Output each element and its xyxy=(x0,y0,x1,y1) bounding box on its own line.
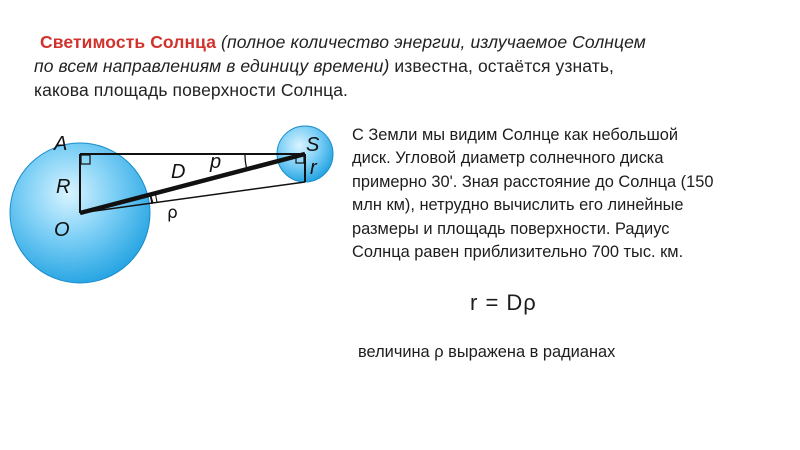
explanation-line-3: примерно 30'. Зная расстояние до Солнца (150 xyxy=(352,172,714,191)
label-D: D xyxy=(171,161,186,183)
label-S: S xyxy=(306,134,320,156)
intro-definition-1: (полное количество энергии, излучаемое Солнцем xyxy=(221,32,646,52)
intro-line-3: какова площадь поверхности Солнца. xyxy=(34,80,348,100)
intro-definition-2: по всем направлениям в единицу времени) xyxy=(34,56,390,76)
explanation-line-1: С Земли мы видим Солнце как небольшой xyxy=(352,126,679,144)
intro-line-2-rest: известна, остаётся узнать, xyxy=(394,56,614,76)
explanation-line-5: размеры и площадь поверхности. Радиус xyxy=(352,219,670,238)
explanation-text xyxy=(352,124,792,264)
formula: r = Dρ xyxy=(470,290,537,315)
explanation-line-4: млн км), нетрудно вычислить его линейные xyxy=(352,196,684,215)
label-R: R xyxy=(56,176,71,198)
label-r: r xyxy=(310,157,317,179)
label-O: O xyxy=(54,219,70,241)
radians-note: величина ρ выражена в радианах xyxy=(358,343,616,361)
explanation-line-2: диск. Угловой диаметр солнечного диска xyxy=(352,149,664,168)
label-A: A xyxy=(54,133,68,155)
explanation-line-6: Солнца равен приблизительно 700 тыс. км. xyxy=(352,243,684,262)
label-p-upper: p xyxy=(210,151,222,173)
intro-lead-term: Светимость Солнца xyxy=(40,32,217,52)
label-rho-lower: ρ xyxy=(167,203,178,223)
